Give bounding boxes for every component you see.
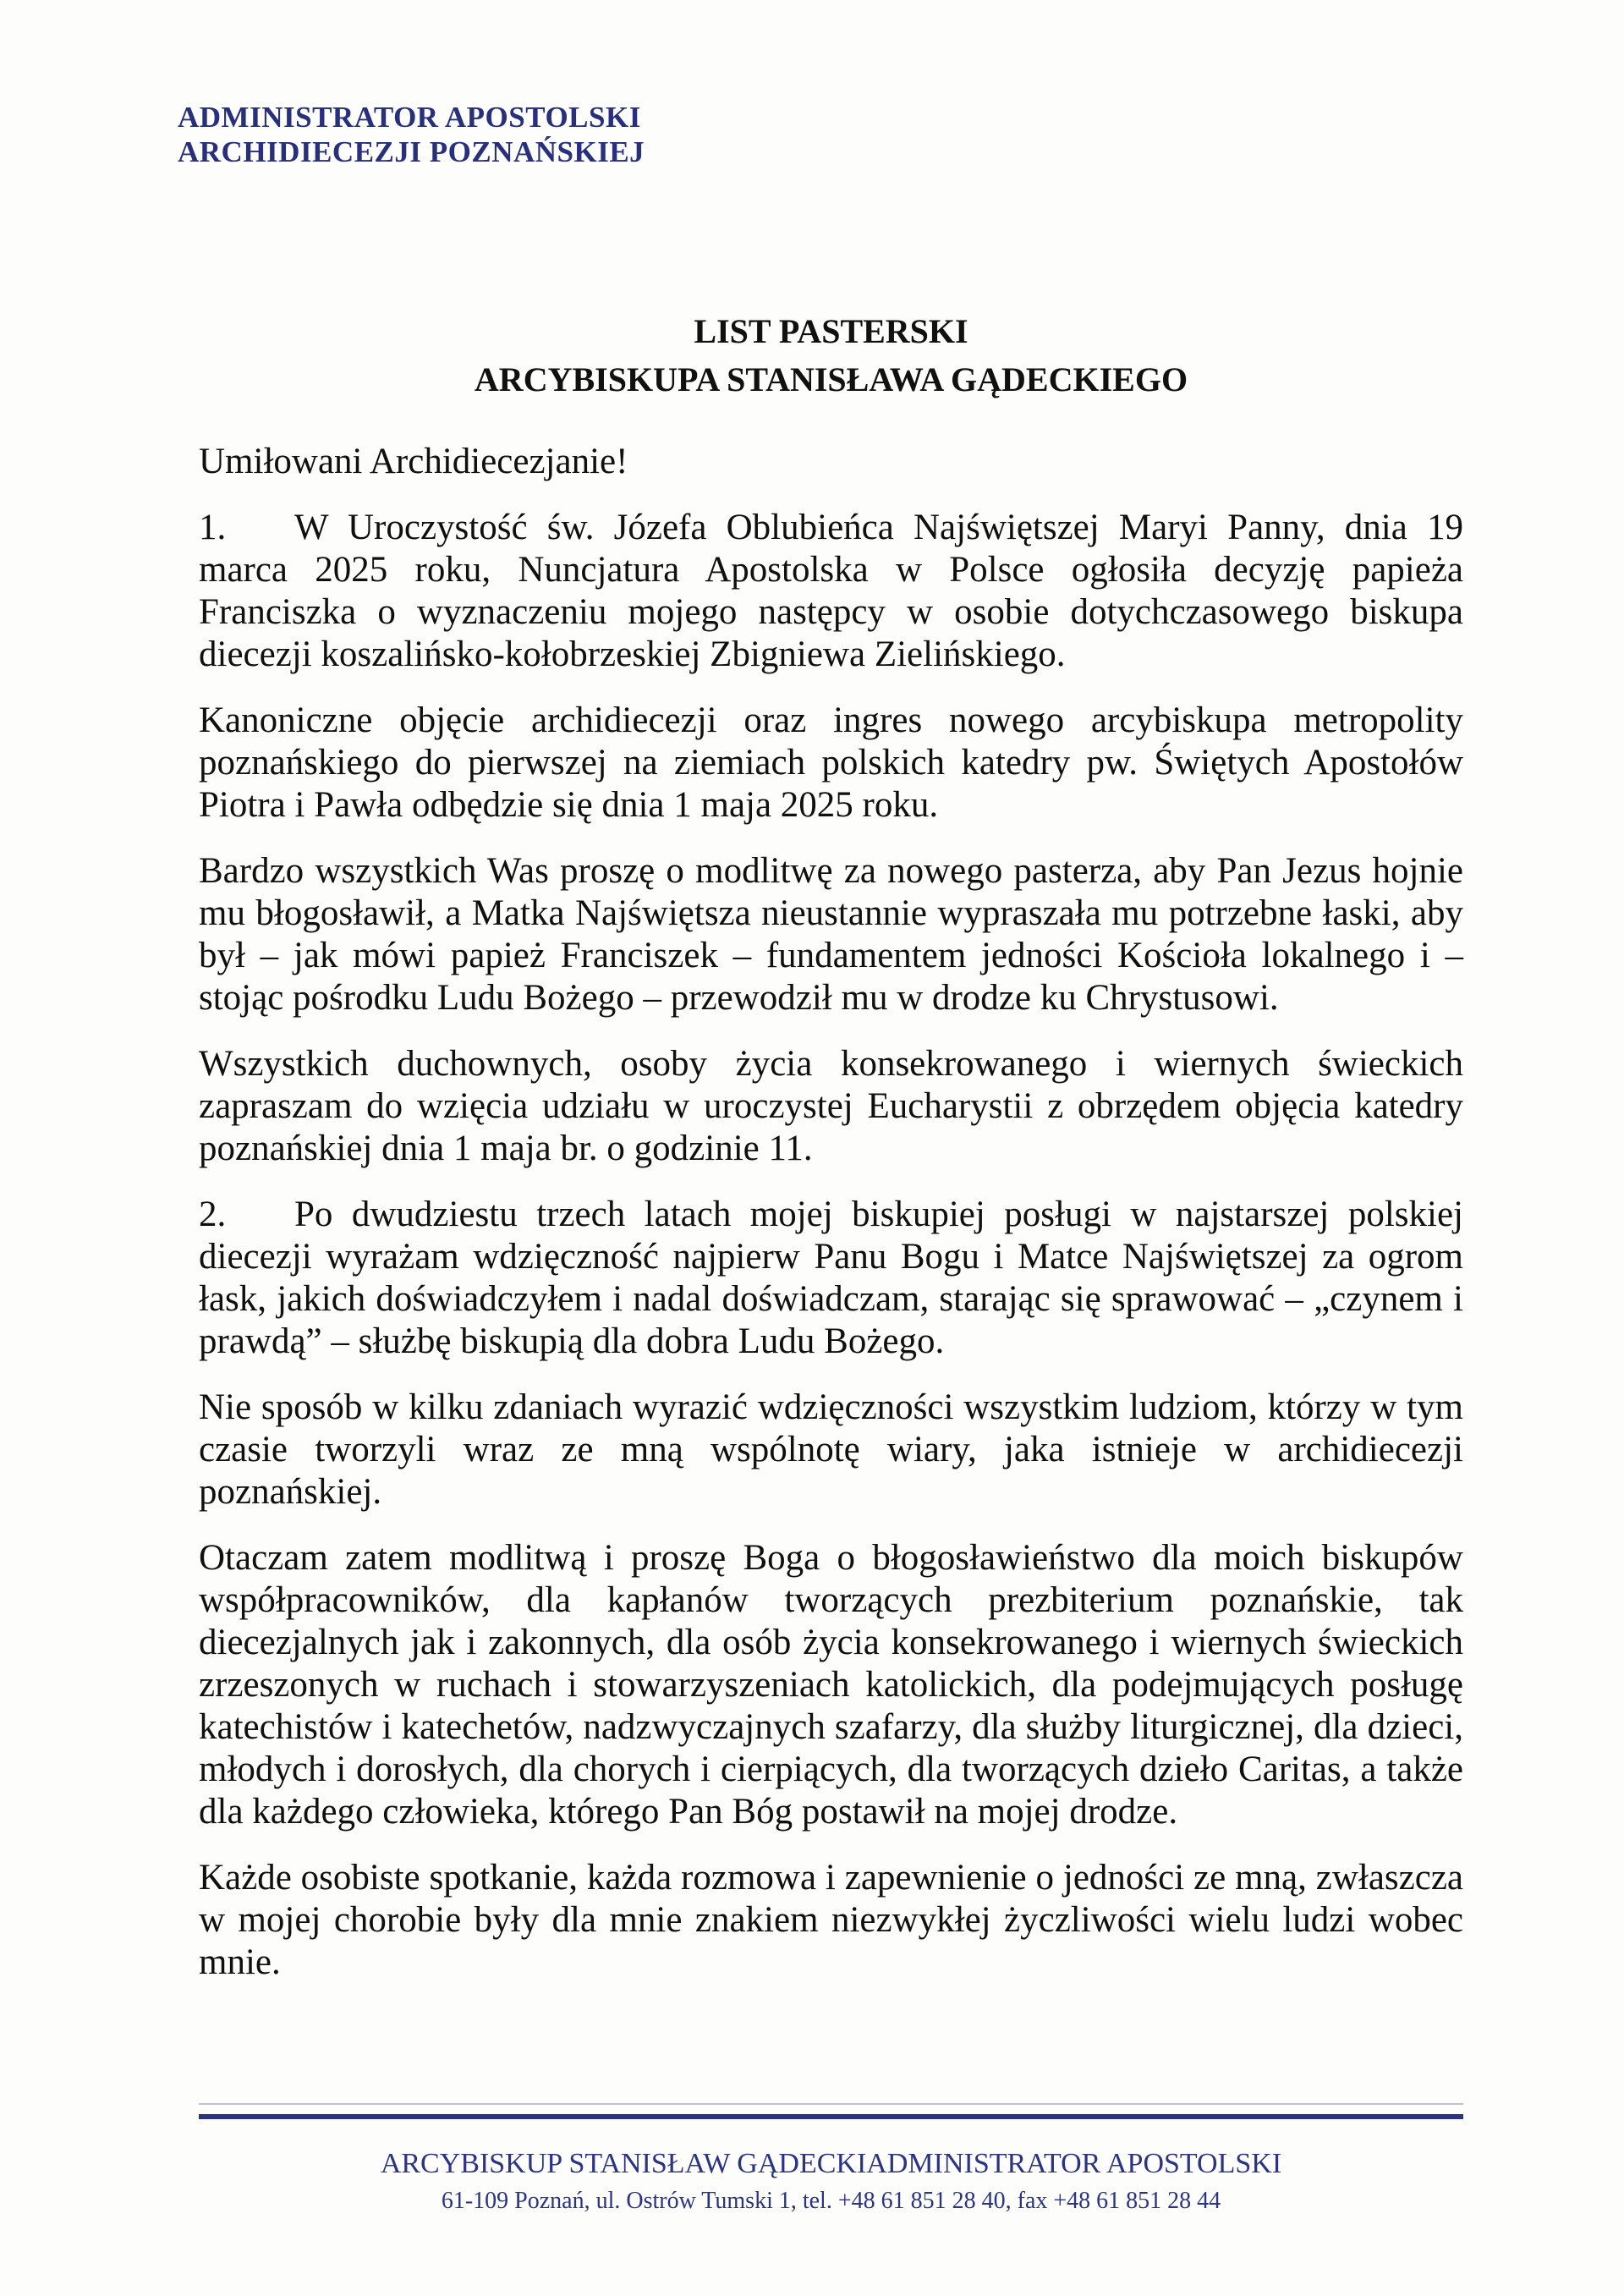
footer-divider-thin-line — [199, 2103, 1463, 2105]
paragraph-8 — [199, 1857, 1463, 1984]
paragraph-4-text: Wszystkich duchownych, osoby życia konsekrowanego i wiernych świeckich zapraszam do wzięcia udziału w uroczystej Eucharystii z obrzędem objęcia katedry poznańskiej dnia 1 maja br. o godzinie 11. — [199, 1044, 1463, 1168]
document-title — [199, 307, 1463, 404]
letter-body — [199, 441, 1463, 1984]
paragraph-6 — [199, 1387, 1463, 1513]
paragraph-1-number: 1. — [199, 508, 227, 547]
letterhead — [178, 100, 645, 169]
footer-divider-thick-line — [199, 2114, 1463, 2119]
paragraph-6-text: Nie sposób w kilku zdaniach wyrazić wdzięczności wszystkim ludziom, którzy w tym czasie tworzyli wraz ze mną wspólnotę wiary, jaka istnieje w archidiecezji poznańskiej. — [199, 1387, 1463, 1512]
paragraph-1 — [199, 507, 1463, 676]
paragraph-2 — [199, 700, 1463, 827]
paragraph-1-text: W Uroczystość św. Józefa Oblubieńca Najświętszej Maryi Panny, dnia 19 marca 2025 roku, Nuncjatura Apostolska w Polsce ogłosiła decyzję papieża Franciszka o wyznaczeniu mojego następcy w osobie dotychczasowego biskupa diecezji koszalińsko-kołobrzeskiej Zbigniewa Zielińskiego. — [199, 508, 1463, 674]
footer-divider — [199, 2103, 1463, 2119]
document-title-line1: LIST PASTERSKI — [694, 312, 968, 350]
paragraph-3-text: Bardzo wszystkich Was proszę o modlitwę za nowego pasterza, aby Pan Jezus hojnie mu błogosławił, a Matka Najświętsza nieustannie wypraszała mu potrzebne łaski, aby był – jak mówi papież Franciszek – fundamentem jedności Kościoła lokalnego i – stojąc pośrodku Ludu Bożego – przewodził mu w drodze ku Chrystusowi. — [199, 851, 1463, 1018]
letterhead-line1: ADMINISTRATOR APOSTOLSKI — [178, 101, 641, 134]
document-title-line2: ARCYBISKUPA STANISŁAWA GĄDECKIEGO — [474, 360, 1188, 398]
greeting: Umiłowani Archidiecezjanie! — [199, 442, 628, 481]
footer-address-line: 61-109 Poznań, ul. Ostrów Tumski 1, tel. +48 61 851 28 40, fax +48 61 851 28 44 — [441, 2188, 1221, 2214]
paragraph-5-number: 2. — [199, 1195, 227, 1234]
paragraph-2-text: Kanoniczne objęcie archidiecezji oraz ingres nowego arcybiskupa metropolity poznańskiego do pierwszej na ziemiach polskich katedry pw. Świętych Apostołów Piotra i Pawła odbędzie się dnia 1 maja 2025 roku. — [199, 700, 1463, 825]
letterhead-line2: ARCHIDIECEZJI POZNAŃSKIEJ — [178, 135, 645, 168]
paragraph-7-text: Otaczam zatem modlitwą i proszę Boga o błogosławieństwo dla moich biskupów współpracowników, dla kapłanów tworzących prezbiterium poznańskie, tak diecezjalnych jak i zakonnych, dla osób życia konsekrowanego i wiernych świeckich zrzeszonych w ruchach i stowarzyszeniach katolickich, dla podejmujących posługę katechistów i katechetów, nadzwyczajnych szafarzy, dla służby liturgicznej, dla dzieci, młodych i dorosłych, dla chorych i cierpiących, dla tworzących dzieło Caritas, a także dla każdego człowieka, którego Pan Bóg postawił na mojej drodze. — [199, 1538, 1463, 1832]
paragraph-5-text: Po dwudziestu trzech latach mojej biskupiej posługi w najstarszej polskiej diecezji wyrażam wdzięczność najpierw Panu Bogu i Matce Najświętszej za ogrom łask, jakich doświadczyłem i nadal doświadczam, starając się sprawować – „czynem i prawdą” – służbę biskupią dla dobra Ludu Bożego. — [199, 1195, 1463, 1361]
paragraph-3 — [199, 850, 1463, 1019]
paragraph-4 — [199, 1043, 1463, 1170]
footer — [199, 2143, 1463, 2218]
paragraph-5 — [199, 1194, 1463, 1363]
footer-sender-line: ARCYBISKUP STANISŁAW GĄDECKIADMINISTRATOR APOSTOLSKI — [380, 2148, 1282, 2179]
paragraph-7 — [199, 1537, 1463, 1833]
paragraph-8-text: Każde osobiste spotkanie, każda rozmowa i zapewnienie o jedności ze mną, zwłaszcza w mojej chorobie były dla mnie znakiem niezwykłej życzliwości wielu ludzi wobec mnie. — [199, 1858, 1463, 1982]
